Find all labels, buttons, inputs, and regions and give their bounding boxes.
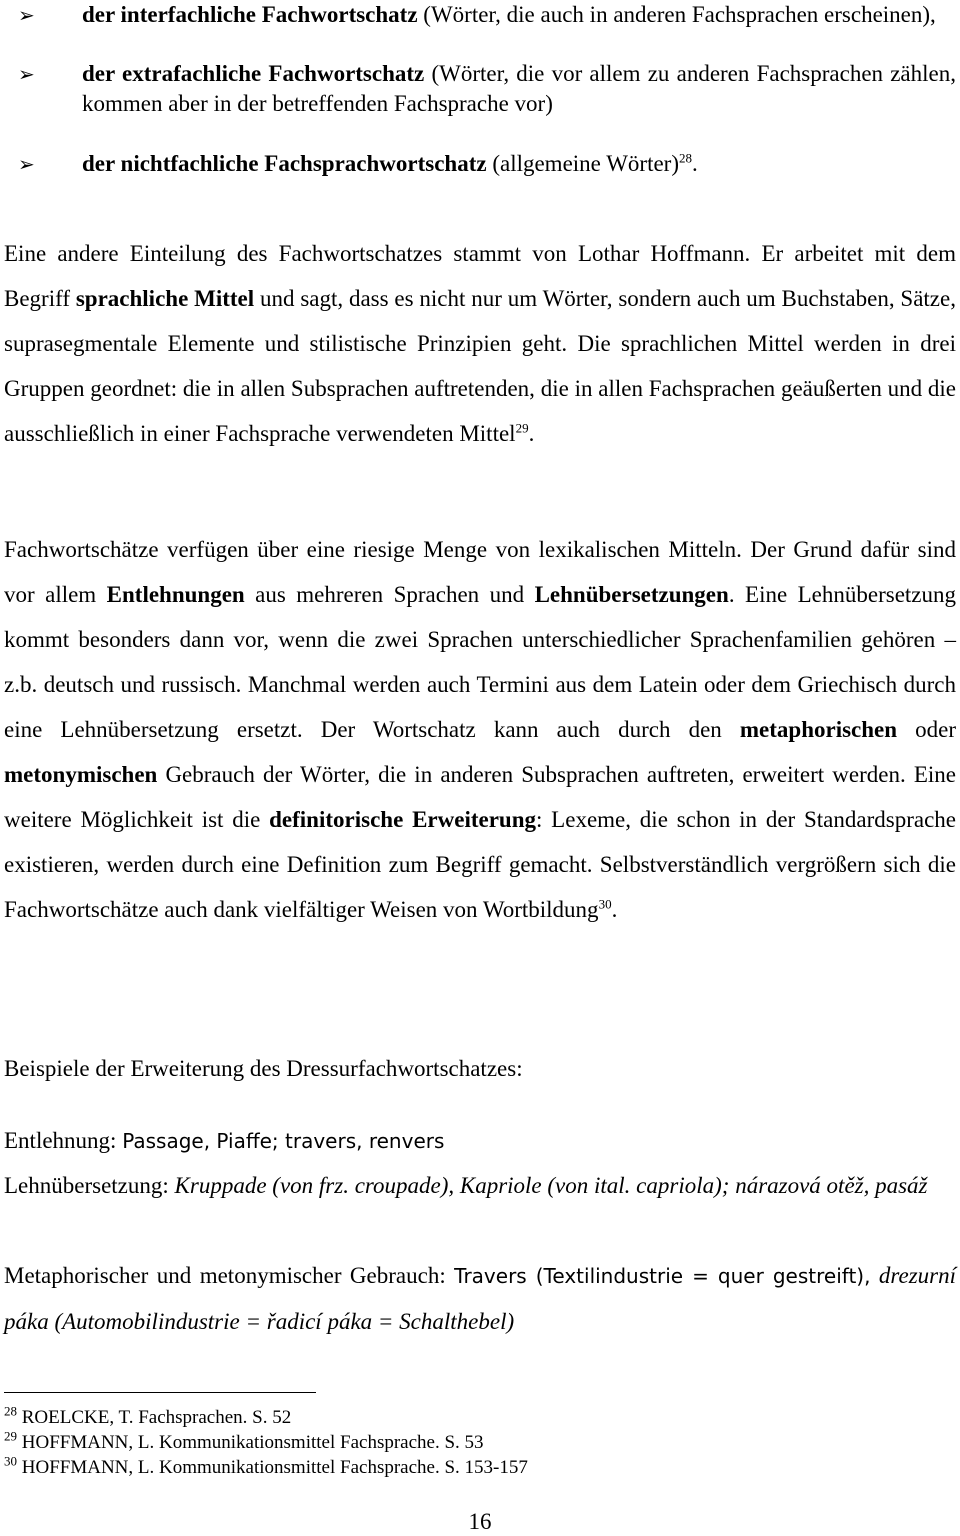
bullet-term: der interfachliche Fachwortschatz xyxy=(82,2,418,27)
example-entlehnung: Entlehnung: Passage, Piaffe; travers, renvers xyxy=(4,1128,445,1153)
footnote-ref: 28 xyxy=(679,150,693,166)
arrow-bullet-icon: ➢ xyxy=(18,152,35,176)
arrow-bullet-icon: ➢ xyxy=(18,62,35,86)
bold-term: Lehnübersetzungen xyxy=(534,582,729,607)
examples-heading: Beispiele der Erweiterung des Dressurfachwortschatzes: xyxy=(4,1056,523,1081)
footnote-divider xyxy=(4,1392,316,1393)
example-lehnuebersetzung: Lehnübersetzung: Kruppade (von frz. croupade), Kapriole (von ital. capriola); nárazová otěž, pasáž xyxy=(4,1173,928,1198)
bullet-term: der extrafachliche Fachwortschatz xyxy=(82,61,425,86)
bold-term: metaphorischen xyxy=(739,717,898,742)
arrow-bullet-icon: ➢ xyxy=(18,3,35,27)
footnote-28: $^{28}$ ROELCKE, T. Fachsprachen. S. 52 xyxy=(4,1403,292,1428)
footnote-ref: 29 xyxy=(515,420,529,436)
paragraph-fachwortschaetze: Fachwortschätze verfügen über eine riesige Menge von lexikalischen Mitteln. Der Grund dafür sind vor allem Entlehnungen aus mehreren Sprachen und Lehnübersetzungen. Eine Lehnübersetzung kommt besonders dann vor, wenn die zwei Sprachen unterschiedlicher Sprachenfamilien gehören – z.b. deutsch und russisch. Manchmal werden auch Termini aus dem Latein oder dem Griechisch durch eine Lehnübersetzung ersetzt. Der Wortschatz kann auch durch den metaphorischen oder metonymischen Gebrauch der Wörter, die in anderen Subsprachen auftreten, erweitert werden. Eine weitere Möglichkeit ist die definitorische Erweiterung: Lexeme, die schon in der Standardsprache existieren, werden durch eine Definition zum Begriff gemacht. Selbstverständlich vergrößern sich die Fachwortschätze auch dank vielfältiger Weisen von Wortbildung$^{30}$. xyxy=(4,537,956,922)
example-metaphorisch: Metaphorischer und metonymischer Gebrauch: Travers (Textilindustrie = quer gestreift), drezurní páka (Automobilindustrie = řadicí páka = Schalthebel) xyxy=(4,1263,956,1334)
bold-term: sprachliche Mittel xyxy=(75,286,255,311)
page-number: 16 xyxy=(468,1509,492,1534)
footnote-ref: 30 xyxy=(598,896,612,912)
footnotes xyxy=(4,1405,528,1480)
bold-term: definitorische Erweiterung xyxy=(269,807,536,832)
bold-term: metonymischen xyxy=(4,762,158,787)
bullet-text: (allgemeine Wörter) xyxy=(486,151,680,176)
paragraph-hoffmann: Eine andere Einteilung des Fachwortschatzes stammt von Lothar Hoffmann. Er arbeitet mit dem Begriff sprachliche Mittel und sagt, dass es nicht nur um Wörter, sondern auch um Buchstaben, Sätze, suprasegmentale Elemente und stilistische Prinzipien geht. Die sprachlichen Mittel werden in drei Gruppen geordnet: die in allen Subsprachen auftretenden, die in allen Fachsprachen geäußerten und die ausschließlich in einer Fachsprache verwendeten Mittel$^{29}$. xyxy=(4,241,956,446)
bullet-item-nichtfachlich: ➢ der nichtfachliche Fachsprachwortschatz (allgemeine Wörter)$^{28}$. xyxy=(4,149,956,179)
bullet-term: der nichtfachliche Fachsprachwortschatz xyxy=(82,151,487,176)
footnote-29: $^{29}$ HOFFMANN, L. Kommunikationsmittel Fachsprache. S. 53 xyxy=(4,1428,484,1453)
bold-term: Entlehnungen xyxy=(106,582,245,607)
footnote-30: $^{30}$ HOFFMANN, L. Kommunikationsmittel Fachsprache. S. 153-157 xyxy=(4,1453,528,1478)
bullet-list xyxy=(4,0,956,179)
bullet-item-interfachlich xyxy=(4,0,956,30)
bullet-text: (Wörter, die auch in anderen Fachsprachen erscheinen), xyxy=(417,2,936,27)
bullet-text: (Wörter, die vor allem zu anderen Fachsprachen zählen, kommen aber in der betreffenden Fachsprache vor) xyxy=(82,61,956,116)
bullet-item-extrafachlich xyxy=(4,59,956,119)
